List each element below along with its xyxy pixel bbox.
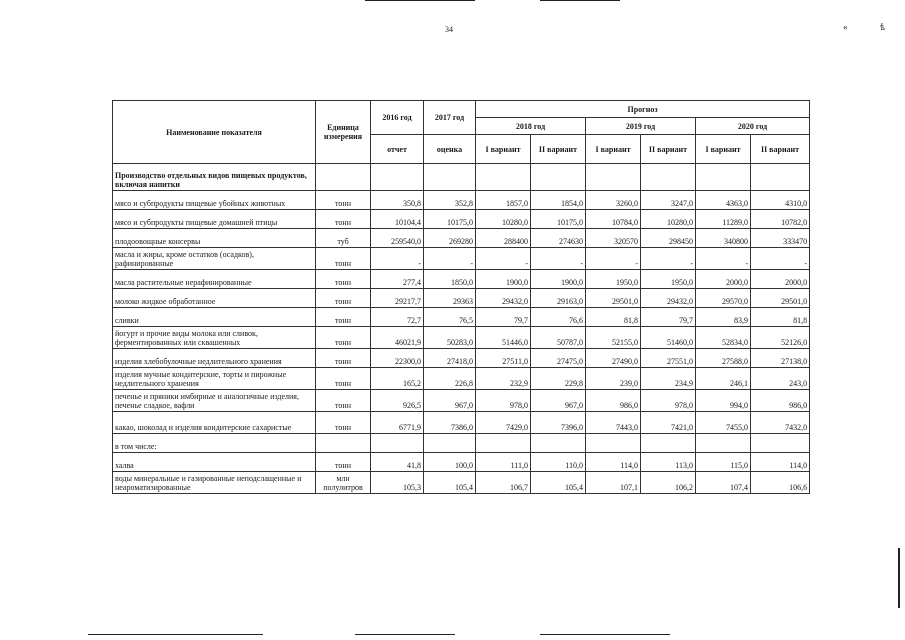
row-value: 1900,0 (476, 270, 531, 289)
row-value: 1857,0 (476, 191, 531, 210)
row-value: 76,6 (531, 308, 586, 327)
row-value: 333470 (751, 229, 810, 248)
table-row (113, 248, 810, 270)
row-name: мясо и субпродукты пищевые домашней птицы (113, 210, 316, 229)
row-name: масла растительные нерафинированные (113, 270, 316, 289)
table-row (113, 472, 810, 494)
row-unit (316, 434, 371, 453)
row-name: сливки (113, 308, 316, 327)
row-value: 51446,0 (476, 327, 531, 349)
table-row (113, 289, 810, 308)
row-value: 226,8 (424, 368, 476, 390)
header-variant-1: I вариант (586, 135, 641, 164)
row-value: 298450 (641, 229, 696, 248)
row-value: 986,0 (586, 390, 641, 412)
row-value: 3247,0 (641, 191, 696, 210)
row-value: 7443,0 (586, 412, 641, 434)
row-value: - (751, 248, 810, 270)
row-value: 76,5 (424, 308, 476, 327)
row-value: 288400 (476, 229, 531, 248)
row-value: 52834,0 (696, 327, 751, 349)
row-value: - (641, 248, 696, 270)
header-variant-2: II вариант (641, 135, 696, 164)
bottom-edge-rule (540, 634, 670, 635)
row-unit: тонн (316, 368, 371, 390)
row-value: 269280 (424, 229, 476, 248)
row-value: 105,3 (371, 472, 424, 494)
corner-mark: ѣ (880, 22, 885, 32)
row-unit: туб (316, 229, 371, 248)
row-unit: тонн (316, 453, 371, 472)
row-value: 986,0 (751, 390, 810, 412)
row-value: 4310,0 (751, 191, 810, 210)
header-year-2019: 2019 год (586, 118, 696, 135)
row-value: 7421,0 (641, 412, 696, 434)
header-variant-1: I вариант (476, 135, 531, 164)
row-value: 239,0 (586, 368, 641, 390)
row-value: 27475,0 (531, 349, 586, 368)
row-name: изделия мучные кондитерские, торты и пирожные недлительного хранения (113, 368, 316, 390)
row-unit: тонн (316, 248, 371, 270)
row-unit: тонн (316, 327, 371, 349)
header-year-2018: 2018 год (476, 118, 586, 135)
row-unit: тонн (316, 270, 371, 289)
row-value: 107,1 (586, 472, 641, 494)
row-value (586, 434, 641, 453)
row-value: 22300,0 (371, 349, 424, 368)
row-value: 106,6 (751, 472, 810, 494)
top-edge-rule (540, 0, 620, 1)
row-value: 111,0 (476, 453, 531, 472)
row-value: 11289,0 (696, 210, 751, 229)
row-value: 2000,0 (696, 270, 751, 289)
row-unit: тонн (316, 349, 371, 368)
table-row (113, 453, 810, 472)
row-value (476, 434, 531, 453)
row-value: 41,8 (371, 453, 424, 472)
table-row (113, 327, 810, 349)
row-value: 106,2 (641, 472, 696, 494)
row-value: 107,4 (696, 472, 751, 494)
table-row (113, 270, 810, 289)
row-value (696, 434, 751, 453)
row-value: 10104,4 (371, 210, 424, 229)
row-value: 994,0 (696, 390, 751, 412)
production-forecast-table (112, 100, 810, 494)
row-value (751, 434, 810, 453)
row-value: 274630 (531, 229, 586, 248)
row-value: - (371, 248, 424, 270)
row-value: 79,7 (476, 308, 531, 327)
header-year-2017: 2017 год (424, 101, 476, 135)
row-value: 52155,0 (586, 327, 641, 349)
row-value: 978,0 (641, 390, 696, 412)
row-value: 320570 (586, 229, 641, 248)
row-value: 52126,0 (751, 327, 810, 349)
row-value: 259540,0 (371, 229, 424, 248)
row-value: 29217,7 (371, 289, 424, 308)
row-value: 234,9 (641, 368, 696, 390)
row-value: 352,8 (424, 191, 476, 210)
row-value: 50283,0 (424, 327, 476, 349)
row-value: 246,1 (696, 368, 751, 390)
row-value: 83,9 (696, 308, 751, 327)
row-value: 27588,0 (696, 349, 751, 368)
row-unit: тонн (316, 308, 371, 327)
header-year-2020: 2020 год (696, 118, 810, 135)
header-unit: Единица измерения (316, 101, 371, 164)
row-value: - (531, 248, 586, 270)
table-body (113, 164, 810, 494)
bottom-edge-rule (88, 634, 263, 635)
row-name: молоко жидкое обработанное (113, 289, 316, 308)
table-row (113, 390, 810, 412)
row-value: - (424, 248, 476, 270)
row-value: 1850,0 (424, 270, 476, 289)
row-value: 10782,0 (751, 210, 810, 229)
row-value: 3260,0 (586, 191, 641, 210)
row-name: изделия хлебобулочные недлительного хранения (113, 349, 316, 368)
row-value: 1950,0 (641, 270, 696, 289)
row-unit: тонн (316, 210, 371, 229)
row-value: 114,0 (751, 453, 810, 472)
row-value: 72,7 (371, 308, 424, 327)
row-value: 7432,0 (751, 412, 810, 434)
row-value: 115,0 (696, 453, 751, 472)
section-row (113, 164, 810, 191)
table-row (113, 412, 810, 434)
row-name: воды минеральные и газированные неподслащенные и неароматизированные (113, 472, 316, 494)
row-value: 29501,0 (586, 289, 641, 308)
table-row (113, 434, 810, 453)
header-estimate: оценка (424, 135, 476, 164)
row-value: 81,8 (586, 308, 641, 327)
bottom-edge-rule (355, 634, 455, 635)
row-unit: тонн (316, 412, 371, 434)
table-row (113, 229, 810, 248)
row-value: 29570,0 (696, 289, 751, 308)
row-value: 29363 (424, 289, 476, 308)
row-unit: млн полулитров (316, 472, 371, 494)
table-row (113, 191, 810, 210)
table-row (113, 210, 810, 229)
right-edge-bar (898, 548, 900, 608)
row-name: плодоовощные консервы (113, 229, 316, 248)
row-value: 967,0 (531, 390, 586, 412)
header-year-2016: 2016 год (371, 101, 424, 135)
row-value: 926,5 (371, 390, 424, 412)
row-value: 232,9 (476, 368, 531, 390)
table-row (113, 308, 810, 327)
row-value: 29163,0 (531, 289, 586, 308)
row-unit: тонн (316, 390, 371, 412)
row-value: 27511,0 (476, 349, 531, 368)
row-value: 10784,0 (586, 210, 641, 229)
row-unit: тонн (316, 289, 371, 308)
row-name: масла и жиры, кроме остатков (осадков), рафинированные (113, 248, 316, 270)
row-name: печенье и пряники имбирные и аналогичные изделия, печенье сладкое, вафли (113, 390, 316, 412)
row-value: 27551,0 (641, 349, 696, 368)
row-value: 27418,0 (424, 349, 476, 368)
row-value: 1900,0 (531, 270, 586, 289)
row-value: 113,0 (641, 453, 696, 472)
row-value: - (586, 248, 641, 270)
row-value: 27490,0 (586, 349, 641, 368)
table-row (113, 368, 810, 390)
row-value: 340800 (696, 229, 751, 248)
row-value: 2000,0 (751, 270, 810, 289)
row-value: 1950,0 (586, 270, 641, 289)
row-value: 1854,0 (531, 191, 586, 210)
row-value: 7429,0 (476, 412, 531, 434)
page-number: 34 (445, 25, 453, 34)
row-name: в том числе: (113, 434, 316, 453)
row-value: 4363,0 (696, 191, 751, 210)
row-value: 110,0 (531, 453, 586, 472)
row-value: 7396,0 (531, 412, 586, 434)
row-value: 106,7 (476, 472, 531, 494)
row-value: 29432,0 (641, 289, 696, 308)
row-value: 10280,0 (641, 210, 696, 229)
header-variant-2: II вариант (751, 135, 810, 164)
row-value: 81,8 (751, 308, 810, 327)
row-name: халва (113, 453, 316, 472)
row-name: какао, шоколад и изделия кондитерские сахаристые (113, 412, 316, 434)
row-value: 7455,0 (696, 412, 751, 434)
row-value: 967,0 (424, 390, 476, 412)
row-value: 10175,0 (531, 210, 586, 229)
row-value: 10280,0 (476, 210, 531, 229)
header-report: отчет (371, 135, 424, 164)
row-value: 29432,0 (476, 289, 531, 308)
row-name: мясо и субпродукты пищевые убойных животных (113, 191, 316, 210)
row-value (424, 434, 476, 453)
row-value: 10175,0 (424, 210, 476, 229)
row-value: 277,4 (371, 270, 424, 289)
top-edge-rule (365, 0, 475, 1)
header-forecast: Прогноз (476, 101, 810, 118)
corner-mark: « (843, 22, 848, 32)
row-value: 165,2 (371, 368, 424, 390)
row-value: 105,4 (531, 472, 586, 494)
row-value: 978,0 (476, 390, 531, 412)
row-value: 229,8 (531, 368, 586, 390)
row-value: 243,0 (751, 368, 810, 390)
row-value: - (476, 248, 531, 270)
row-value: 50787,0 (531, 327, 586, 349)
header-variant-1: I вариант (696, 135, 751, 164)
row-value: 114,0 (586, 453, 641, 472)
row-value: 29501,0 (751, 289, 810, 308)
row-value: 79,7 (641, 308, 696, 327)
row-value: 100,0 (424, 453, 476, 472)
header-variant-2: II вариант (531, 135, 586, 164)
row-value: 350,8 (371, 191, 424, 210)
row-value (531, 434, 586, 453)
section-title: Производство отдельных видов пищевых продуктов, включая напитки (113, 164, 316, 191)
row-value: - (696, 248, 751, 270)
row-value (371, 434, 424, 453)
table-row (113, 349, 810, 368)
row-unit: тонн (316, 191, 371, 210)
row-value: 6771,9 (371, 412, 424, 434)
row-value: 51460,0 (641, 327, 696, 349)
row-value: 105,4 (424, 472, 476, 494)
row-name: йогурт и прочие виды молока или сливок, ферментированных или сквашенных (113, 327, 316, 349)
row-value: 46021,9 (371, 327, 424, 349)
header-indicator-name: Наименование показателя (113, 101, 316, 164)
row-value: 27138,0 (751, 349, 810, 368)
row-value: 7386,0 (424, 412, 476, 434)
row-value (641, 434, 696, 453)
